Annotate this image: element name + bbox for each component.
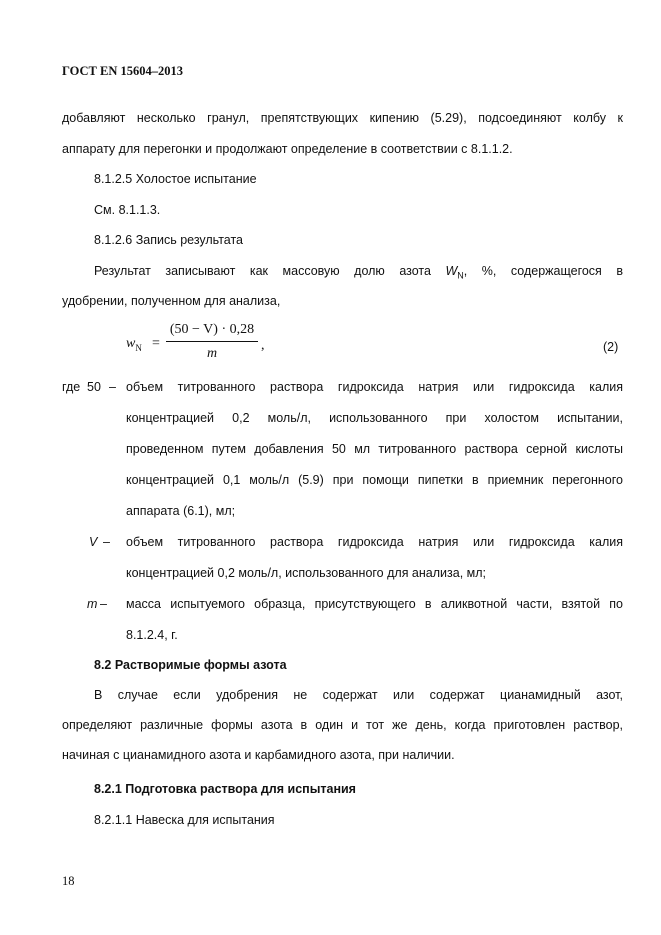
paragraph-line: В случае если удобрения не содержат или содержат цианамидный азот,: [94, 688, 623, 702]
term-symbol: m: [87, 597, 98, 611]
section-heading: 8.2.1 Подготовка раствора для испытания: [94, 782, 356, 796]
result-symbol-subscript: N: [457, 270, 464, 281]
formula-denominator: m: [206, 346, 218, 361]
paragraph-line: определяют различные формы азота в один и тот же день, когда приготовлен раствор,: [62, 718, 623, 732]
term-definition-line: аппарата (6.1), мл;: [126, 504, 236, 518]
where-intro: где: [62, 380, 81, 394]
result-text-b: , %, содержащегося в: [463, 264, 623, 278]
formula-equals: =: [152, 336, 160, 351]
term-definition-line: проведенном путем добавления 50 мл титрованного раствора серной кислоты: [126, 442, 623, 456]
term-definition-line: концентрацией 0,2 моль/л, использованного при холостом испытании,: [126, 411, 623, 425]
section-heading: 8.2 Растворимые формы азота: [94, 658, 287, 672]
paragraph-line: См. 8.1.1.3.: [94, 203, 161, 217]
formula-lhs-subscript: N: [135, 342, 142, 353]
result-symbol: W: [445, 264, 458, 278]
clause-heading: 8.2.1.1 Навеска для испытания: [94, 813, 275, 827]
term-definition-line: концентрацией 0,2 моль/л, использованного для анализа, мл;: [126, 566, 487, 580]
page-number: 18: [62, 874, 75, 888]
term-definition-line: масса испытуемого образца, присутствующего в аликвотной части, взятой по: [126, 597, 623, 611]
term-symbol: 50: [87, 380, 101, 394]
formula-fraction: [166, 322, 258, 362]
term-dash: –: [109, 380, 116, 394]
formula: [126, 322, 276, 368]
term-dash: –: [100, 597, 107, 611]
formula-lhs: $w_N$: [126, 336, 142, 353]
result-text-a: Результат записывают как массовую долю азота: [94, 264, 431, 278]
term-definition-line: объем титрованного раствора гидроксида натрия или гидроксида калия: [126, 380, 623, 394]
term-dash: –: [103, 535, 110, 549]
term-definition-line: концентрацией 0,1 моль/л (5.9) при помощи пипетки в приемник перегонного: [126, 473, 623, 487]
paragraph-line: аппарату для перегонки и продолжают определение в соответствии с 8.1.1.2.: [62, 142, 513, 156]
result-line: [94, 264, 623, 281]
clause-heading: 8.1.2.6 Запись результата: [94, 233, 244, 247]
term-symbol: V: [89, 535, 98, 549]
term-definition-line: объем титрованного раствора гидроксида натрия или гидроксида калия: [126, 535, 623, 549]
paragraph-line: удобрении, полученном для анализа,: [62, 294, 281, 308]
document-header: ГОСТ EN 15604–2013: [62, 64, 183, 78]
paragraph-line: добавляют несколько гранул, препятствующих кипению (5.29), подсоединяют колбу к: [62, 111, 623, 125]
formula-numerator: (50 − V) · 0,28: [166, 322, 258, 342]
paragraph-line: начиная с цианамидного азота и карбамидного азота, при наличии.: [62, 748, 455, 762]
formula-trailing-comma: ,: [261, 338, 265, 353]
formula-number: (2): [603, 340, 619, 354]
clause-heading: 8.1.2.5 Холостое испытание: [94, 172, 257, 186]
term-definition-line: 8.1.2.4, г.: [126, 628, 178, 642]
